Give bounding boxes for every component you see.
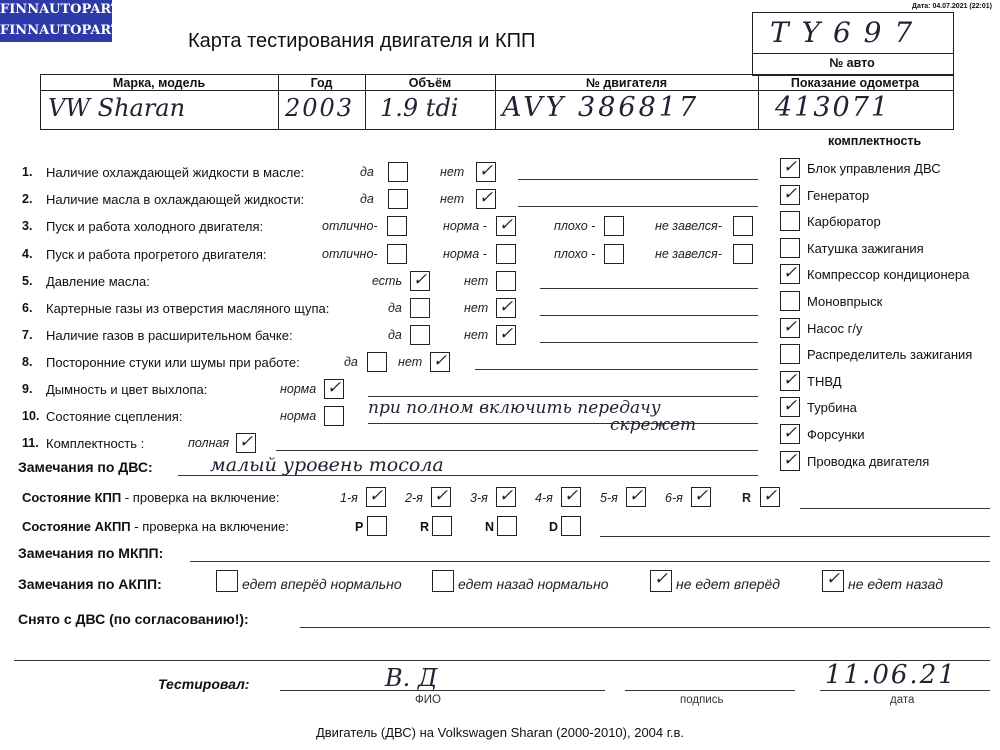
value-year: 2003: [285, 94, 355, 122]
checkbox[interactable]: [388, 189, 408, 209]
akpp-note-checkbox[interactable]: [432, 570, 454, 592]
checkbox[interactable]: [388, 162, 408, 182]
option-label: нет: [464, 301, 489, 315]
gear-label: 5-я: [600, 491, 618, 505]
akpp-gear-checkbox[interactable]: [497, 516, 517, 536]
header-year: Год: [310, 76, 333, 90]
completeness-checkbox[interactable]: ✓: [780, 264, 800, 284]
checkbox[interactable]: ✓: [410, 271, 430, 291]
value-make: VW Sharan: [48, 94, 186, 122]
checkbox[interactable]: [410, 325, 430, 345]
item-number: 7.: [22, 328, 33, 342]
write-line: [540, 315, 758, 316]
option-label: нет: [398, 355, 423, 369]
option-label: не завелся-: [655, 219, 722, 233]
value-engine-no: AVY 386817: [502, 92, 700, 123]
gear-checkbox[interactable]: ✓: [496, 487, 516, 507]
akpp-gear-checkbox[interactable]: [367, 516, 387, 536]
completeness-label: Блок управления ДВС: [807, 161, 941, 176]
item-label: Наличие масла в охлаждающей жидкости:: [46, 192, 305, 207]
option-label: есть: [372, 274, 403, 288]
gear-checkbox[interactable]: ✓: [431, 487, 451, 507]
print-date: Дата: 04.07.2021 (22:01): [911, 3, 992, 10]
item-number: 1.: [22, 165, 33, 179]
gear-label: R: [742, 491, 752, 505]
sign-caption: подпись: [680, 694, 724, 706]
akpp-gear-checkbox[interactable]: [561, 516, 581, 536]
option-label: плохо -: [554, 247, 596, 261]
checkbox[interactable]: ✓: [476, 162, 496, 182]
option-label: да: [388, 328, 402, 342]
akpp-gear-label: P: [355, 520, 364, 534]
gear-label: 1-я: [340, 491, 358, 505]
item-label: Комплектность :: [46, 436, 145, 451]
gear-label: 3-я: [470, 491, 488, 505]
item-number: 3.: [22, 219, 33, 233]
option-label: не завелся-: [655, 247, 722, 261]
akpp-note-checkbox[interactable]: [216, 570, 238, 592]
item-label: Наличие газов в расширительном бачке:: [46, 328, 293, 343]
image-caption: Двигатель (ДВС) на Volkswagen Sharan (2000-2010), 2004 г.в.: [315, 725, 685, 740]
completeness-checkbox[interactable]: ✓: [780, 424, 800, 444]
kpp-label-bold: Состояние КПП: [22, 490, 122, 505]
gear-checkbox[interactable]: ✓: [760, 487, 780, 507]
fio-value: В. Д: [385, 664, 438, 692]
checkbox[interactable]: [496, 271, 516, 291]
completeness-label: ТНВД: [807, 373, 842, 389]
gear-checkbox[interactable]: ✓: [366, 487, 386, 507]
akpp-note-checkbox[interactable]: ✓: [650, 570, 672, 592]
value-odometer: 413071: [775, 92, 891, 123]
item-number: 10.: [22, 409, 40, 423]
completeness-checkbox[interactable]: [780, 211, 800, 231]
option-label: норма: [280, 382, 317, 396]
dvs-notes-value: малый уровень тосола: [210, 454, 444, 476]
car-number-divider: [752, 53, 953, 54]
checkbox[interactable]: [604, 244, 624, 264]
completeness-label: Турбина: [807, 400, 857, 416]
item-number: 2.: [22, 192, 33, 206]
checkbox[interactable]: ✓: [476, 189, 496, 209]
kpp-label-sub: - проверка на включение:: [121, 490, 280, 505]
akpp-notes-label: Замечания по АКПП:: [18, 576, 162, 592]
item-label: Давление масла:: [46, 274, 150, 289]
checkbox[interactable]: ✓: [236, 433, 256, 453]
write-line: [518, 179, 758, 180]
write-line: [368, 396, 758, 397]
option-label: норма -: [443, 219, 487, 233]
completeness-label: Проводка двигателя: [807, 453, 930, 469]
gear-checkbox[interactable]: ✓: [626, 487, 646, 507]
option-label: отлично-: [322, 247, 378, 261]
item-number: 5.: [22, 274, 33, 288]
completeness-checkbox[interactable]: [780, 238, 800, 258]
checkbox[interactable]: [733, 216, 753, 236]
header-volume: Объём: [408, 76, 452, 90]
option-label: плохо -: [554, 219, 596, 233]
item-number: 6.: [22, 301, 33, 315]
completeness-checkbox[interactable]: ✓: [780, 318, 800, 338]
completeness-checkbox[interactable]: ✓: [780, 371, 800, 391]
dvs-notes-label: Замечания по ДВС:: [18, 459, 153, 475]
checkbox[interactable]: ✓: [324, 379, 344, 399]
completeness-label: Насос г/у: [807, 320, 863, 336]
write-line: [540, 342, 758, 343]
option-label: да: [388, 301, 402, 315]
akpp-gear-label: R: [420, 520, 430, 534]
option-label: нет: [440, 192, 465, 206]
akpp-label-sub: - проверка на включение:: [130, 519, 289, 534]
checkbox[interactable]: ✓: [430, 352, 450, 372]
option-label: нет: [464, 274, 489, 288]
removed-line-1: [300, 627, 990, 628]
akpp-gear-label: D: [549, 520, 559, 534]
logo-line-2: FINNAUTOPARTS: [0, 23, 131, 38]
option-label: нет: [464, 328, 489, 342]
completeness-checkbox[interactable]: ✓: [780, 397, 800, 417]
checkbox[interactable]: [324, 406, 344, 426]
value-volume: 1.9 tdi: [380, 94, 459, 122]
kpp-label: [22, 490, 279, 505]
option-label: да: [344, 355, 358, 369]
item-label: Картерные газы из отверстия масляного щупа:: [46, 301, 330, 316]
checkbox[interactable]: [367, 352, 387, 372]
akpp-gear-checkbox[interactable]: [432, 516, 452, 536]
item-label: Пуск и работа прогретого двигателя:: [46, 247, 267, 262]
kpp-line: [800, 508, 990, 509]
option-label: полная: [188, 436, 230, 450]
header-make: Марка, модель: [112, 76, 206, 90]
sign-line: [625, 690, 795, 691]
completeness-checkbox[interactable]: [780, 291, 800, 311]
akpp-note-label: не едет назад: [848, 576, 943, 592]
akpp-gear-label: N: [485, 520, 495, 534]
logo-line-1: FINNAUTOPARTS: [0, 2, 131, 17]
checkbox[interactable]: ✓: [496, 325, 516, 345]
checkbox[interactable]: [387, 244, 407, 264]
clutch-note-2: скрежет: [610, 415, 697, 435]
vehicle-table-header-divider: [40, 90, 953, 91]
option-label: норма -: [443, 247, 487, 261]
completeness-label: Генератор: [807, 187, 870, 203]
akpp-label-bold: Состояние АКПП: [22, 519, 131, 534]
date-caption: дата: [890, 694, 915, 706]
tested-label: Тестировал:: [158, 676, 250, 692]
item-number: 4.: [22, 247, 33, 261]
removed-label: Снято с ДВС (по согласованию!):: [18, 611, 249, 627]
form-title: Карта тестирования двигателя и КПП: [188, 30, 536, 52]
checkbox[interactable]: [387, 216, 407, 236]
date-value: 11.06.21: [825, 660, 957, 690]
akpp-note-checkbox[interactable]: ✓: [822, 570, 844, 592]
item-label: Наличие охлаждающей жидкости в масле:: [46, 165, 305, 180]
checkbox[interactable]: [733, 244, 753, 264]
gear-checkbox[interactable]: ✓: [691, 487, 711, 507]
write-line: [518, 206, 758, 207]
completeness-label: Катушка зажигания: [807, 240, 924, 256]
finnautoparts-logo: [0, 0, 131, 42]
checkbox[interactable]: [496, 244, 516, 264]
header-odometer: Показание одометра: [790, 76, 920, 90]
checkbox[interactable]: [410, 298, 430, 318]
akpp-note-label: не едет вперёд: [676, 576, 781, 592]
completeness-label: Распределитель зажигания: [807, 347, 973, 363]
checkbox[interactable]: ✓: [496, 298, 516, 318]
write-line: [276, 450, 758, 451]
write-line: [540, 288, 758, 289]
completeness-label: Карбюратор: [807, 214, 881, 230]
option-label: да: [360, 192, 374, 206]
clutch-note: при полном включить передачу: [368, 398, 661, 418]
item-number: 11.: [22, 436, 39, 450]
akpp-note-label: едет назад нормально: [458, 576, 609, 592]
item-label: Дымность и цвет выхлопа:: [46, 382, 208, 397]
item-label: Состояние сцепления:: [46, 409, 183, 424]
completeness-title: комплектность: [828, 134, 922, 148]
option-label: нет: [440, 165, 465, 179]
completeness-label: Моновпрыск: [807, 294, 883, 309]
akpp-line: [600, 536, 990, 537]
mkpp-notes-label: Замечания по МКПП:: [18, 545, 164, 561]
gear-label: 2-я: [405, 491, 423, 505]
completeness-checkbox[interactable]: ✓: [780, 158, 800, 178]
item-number: 9.: [22, 382, 33, 396]
item-number: 8.: [22, 355, 33, 369]
akpp-label: [22, 519, 289, 534]
gear-label: 6-я: [665, 491, 683, 505]
gear-label: 4-я: [535, 491, 553, 505]
item-label: Посторонние стуки или шумы при работе:: [46, 355, 300, 370]
gear-checkbox[interactable]: ✓: [561, 487, 581, 507]
checkbox[interactable]: ✓: [496, 216, 516, 236]
completeness-label: Компрессор кондиционера: [807, 267, 970, 283]
option-label: отлично-: [322, 219, 378, 233]
completeness-checkbox[interactable]: ✓: [780, 185, 800, 205]
write-line: [368, 423, 758, 424]
option-label: норма: [280, 409, 317, 423]
car-number-value: T Y 6 9 7: [770, 16, 915, 49]
fio-line: [280, 690, 605, 691]
checkbox[interactable]: [604, 216, 624, 236]
car-number-label: № авто: [829, 56, 875, 70]
completeness-checkbox[interactable]: ✓: [780, 451, 800, 471]
akpp-note-label: едет вперёд нормально: [242, 576, 402, 592]
fio-caption: ФИО: [415, 694, 441, 706]
item-label: Пуск и работа холодного двигателя:: [46, 219, 264, 234]
option-label: да: [360, 165, 374, 179]
completeness-label: Форсунки: [807, 427, 865, 442]
write-line: [475, 369, 758, 370]
header-engine-no: № двигателя: [585, 76, 668, 90]
completeness-checkbox[interactable]: [780, 344, 800, 364]
date-line: [820, 690, 990, 691]
mkpp-notes-line: [190, 561, 990, 562]
